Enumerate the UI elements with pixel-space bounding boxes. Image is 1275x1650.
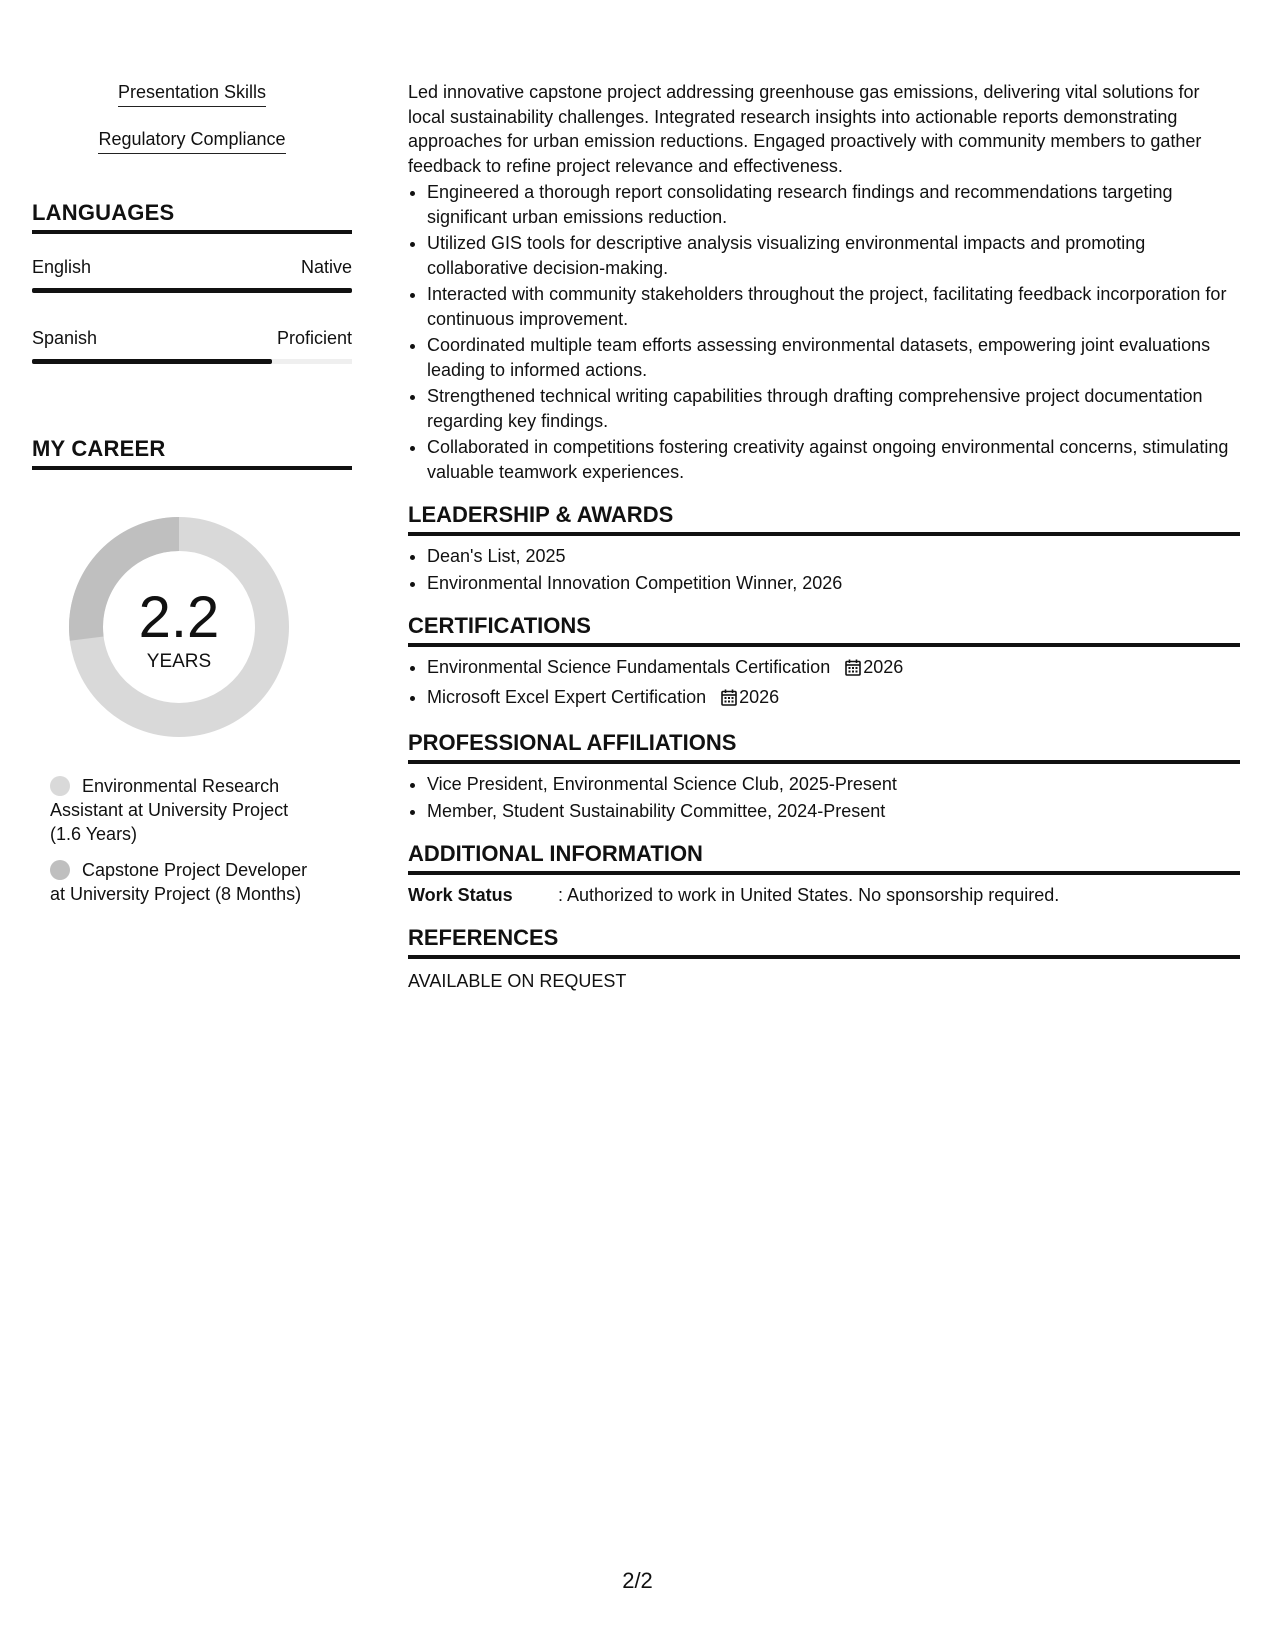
project-bullets (408, 180, 1240, 484)
skill-label: Presentation Skills (118, 80, 266, 107)
career-section (32, 436, 352, 906)
language-level: Native (300, 257, 352, 277)
references-text: AVAILABLE ON REQUEST (408, 971, 627, 991)
project-bullet: • Interacted with community stakeholders throughout the project, facilitating feedback incorporation for continuous improvement. (427, 282, 1240, 331)
affiliations-title: PROFESSIONAL AFFILIATIONS (408, 730, 1240, 764)
work-status-row (408, 883, 1240, 907)
language-name: Spanish (32, 328, 98, 348)
leadership-item: • Environmental Innovation Competition Winner, 2026 (427, 571, 1240, 596)
languages-title: LANGUAGES (32, 200, 352, 234)
skill-tag (32, 127, 352, 154)
legend-dot-icon (50, 860, 70, 880)
certification-year: 2026 (863, 657, 904, 677)
language-proficiency-bar (32, 288, 352, 293)
certification-item (427, 655, 1240, 683)
project-bullet: • Collaborated in competitions fostering creativity against ongoing environmental concerns, stimulating valuable teamwork experiences. (427, 435, 1240, 484)
language-item (32, 327, 352, 364)
donut-center-label (66, 585, 292, 674)
leadership-title: LEADERSHIP & AWARDS (408, 502, 1240, 536)
references-title: REFERENCES (408, 925, 1240, 959)
affiliations-list (408, 772, 1240, 823)
language-level: Proficient (276, 328, 352, 348)
certification-year: 2026 (739, 686, 780, 707)
certifications-list (408, 655, 1240, 712)
career-legend-label: Environmental Research Assistant at University Project (1.6 Years) (50, 776, 289, 844)
legend-dot-icon (50, 776, 70, 796)
certification-name: Environmental Science Fundamentals Certification (427, 657, 831, 677)
affiliation-item: • Member, Student Sustainability Committee, 2024-Present (427, 799, 1240, 824)
skill-label: Regulatory Compliance (98, 127, 285, 154)
work-status-label: Work Status (408, 885, 513, 905)
page-number: 2/2 (622, 1568, 653, 1593)
calendar-icon (721, 688, 737, 713)
work-status-value: : Authorized to work in United States. No sponsorship required. (558, 885, 1060, 905)
languages-section (32, 200, 352, 364)
career-legend-item (50, 774, 320, 846)
language-proficiency-fill (32, 288, 352, 293)
additional-info-title: ADDITIONAL INFORMATION (408, 841, 1240, 875)
language-proficiency-fill (32, 359, 272, 364)
certification-name: Microsoft Excel Expert Certification (427, 686, 707, 707)
career-legend-label: Capstone Project Developer at University Project (8 Months) (50, 860, 308, 904)
leadership-list (408, 544, 1240, 595)
career-total-unit: YEARS (146, 651, 212, 672)
calendar-icon (845, 658, 861, 683)
project-bullet: • Engineered a thorough report consolidating research findings and recommendations targeting significant urban emissions reduction. (427, 180, 1240, 229)
right-column (408, 80, 1240, 993)
affiliation-item: • Vice President, Environmental Science Club, 2025-Present (427, 772, 1240, 797)
project-bullet: • Strengthened technical writing capabilities through drafting comprehensive project documentation regarding key findings. (427, 384, 1240, 433)
leadership-item: • Dean's List, 2025 (427, 544, 1240, 569)
project-description: Led innovative capstone project addressing greenhouse gas emissions, delivering vital solutions for local sustainability challenges. Integrated research insights into actionable reports demonstrating approaches for urban emission reductions. Engaged proactively with community members to gather feedback to refine project relevance and effectiveness. (408, 82, 1202, 176)
skill-tag (32, 80, 352, 107)
project-bullet: • Utilized GIS tools for descriptive analysis visualizing environmental impacts and promoting collaborative decision-making. (427, 231, 1240, 280)
career-legend (32, 774, 352, 906)
career-donut-chart (66, 514, 292, 740)
left-column (32, 80, 352, 918)
certifications-title: CERTIFICATIONS (408, 613, 1240, 647)
language-proficiency-bar (32, 359, 352, 364)
career-title: MY CAREER (32, 436, 352, 470)
language-name: English (32, 257, 92, 277)
language-item (32, 256, 352, 293)
project-bullet: • Coordinated multiple team efforts assessing environmental datasets, empowering joint evaluations leading to informed actions. (427, 333, 1240, 382)
career-legend-item (50, 858, 320, 906)
certification-item (427, 685, 1240, 713)
career-total-years: 2.2 (138, 585, 220, 650)
